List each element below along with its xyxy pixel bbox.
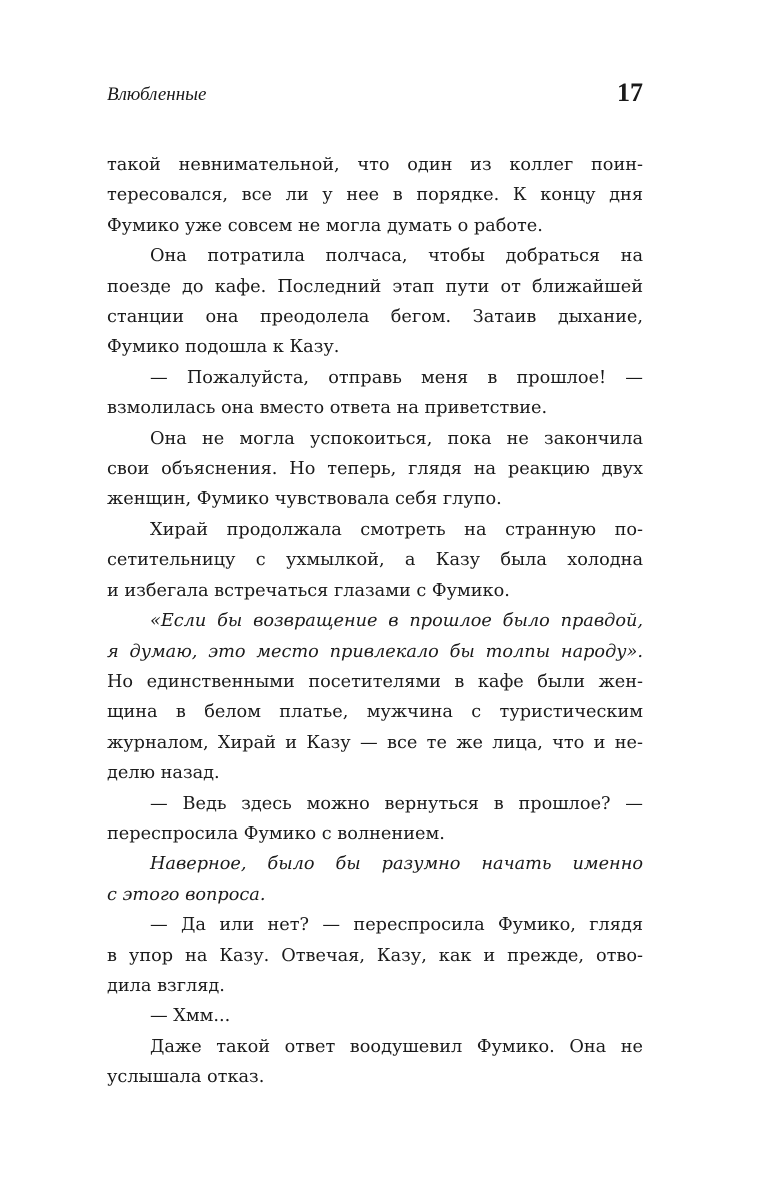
text-line: Она не могла успокоиться, пока не закончила <box>150 428 643 449</box>
text-line: тересовался, все ли у нее в порядке. К концу дня <box>107 185 643 206</box>
text-line: — Хмм... <box>150 1006 231 1027</box>
text-line: услышала отказ. <box>107 1067 265 1088</box>
text-line: — Да или нет? — переспросила Фумико, глядя <box>150 915 643 936</box>
text-line: и избегала встречаться глазами с Фумико. <box>107 580 510 601</box>
text-line: поезде до кафе. Последний этап пути от ближайшей <box>107 276 643 297</box>
text-line: Она потратила полчаса, чтобы добраться на <box>150 246 643 267</box>
text-line: Но единственными посетителями в кафе были жен- <box>107 671 643 692</box>
text-line: свои объяснения. Но теперь, глядя на реакцию двух <box>107 459 643 480</box>
text-line: такой невнимательной, что один из коллег поин- <box>107 155 643 175</box>
running-title: Влюбленные <box>107 84 207 105</box>
text-line: в упор на Казу. Отвечая, Казу, как и прежде, отво- <box>107 945 643 966</box>
text-line: Даже такой ответ воодушевил Фумико. Она не <box>150 1036 643 1057</box>
text-line: — Пожалуйста, отправь меня в прошлое! — <box>150 367 643 388</box>
text-line: переспросила Фумико с волнением. <box>107 823 445 844</box>
body-text <box>107 150 643 1093</box>
text-line: Хирай продолжала смотреть на странную по- <box>150 519 643 540</box>
text-line: я думаю, это место привлекало бы толпы народу». <box>107 641 643 662</box>
text-line: дила взгляд. <box>107 975 225 996</box>
text-line: Фумико уже совсем не могла думать о работе. <box>107 215 543 236</box>
text-line: журналом, Хирай и Казу — все те же лица, что и не- <box>107 732 643 753</box>
text-line: женщин, Фумико чувствовала себя глупо. <box>107 489 502 510</box>
text-line: щина в белом платье, мужчина с туристическим <box>107 702 643 723</box>
text-line: взмолилась она вместо ответа на приветствие. <box>107 398 548 419</box>
text-line: станции она преодолела бегом. Затаив дыхание, <box>107 307 643 328</box>
text-line: делю назад. <box>107 763 220 784</box>
text-line: «Если бы возвращение в прошлое было правдой, <box>150 611 643 632</box>
text-line: сетительницу с ухмылкой, а Казу была холодна <box>107 550 643 571</box>
text-line: Наверное, было бы разумно начать именно <box>150 854 643 875</box>
page-number: 17 <box>617 78 643 107</box>
text-line: — Ведь здесь можно вернуться в прошлое? — <box>150 793 643 814</box>
text-line: с этого вопроса. <box>107 884 266 905</box>
page-header <box>107 78 643 112</box>
text-line: Фумико подошла к Казу. <box>107 337 340 358</box>
